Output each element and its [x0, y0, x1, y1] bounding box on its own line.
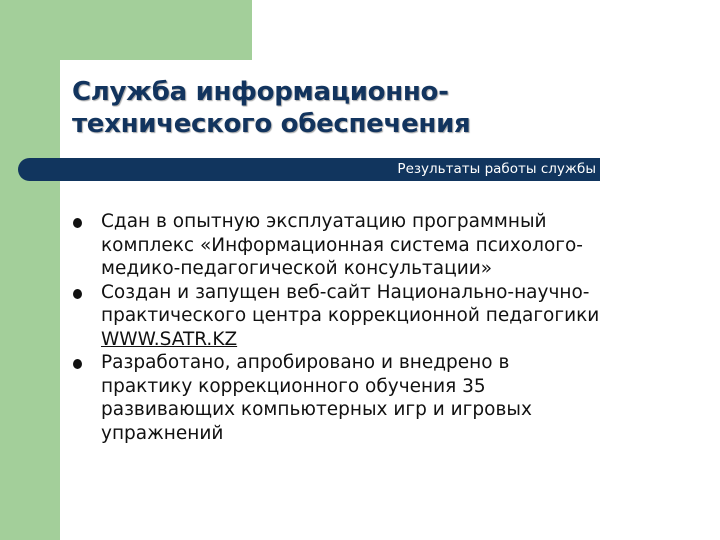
- bullet-text-line: медико-педагогической консультации»: [101, 258, 493, 279]
- slide-title: [72, 76, 672, 140]
- bullet-text-line: комплекс «Информационная система психолого-: [101, 234, 583, 256]
- bullet-text-line: развивающих компьютерных игр и игровых: [101, 399, 532, 420]
- bullet-item: [72, 210, 692, 281]
- bullet-item: [72, 351, 692, 445]
- bullet-dot-icon: [73, 218, 82, 228]
- accent-bar-left: [0, 0, 60, 540]
- slide-title-line: технического обеспечения: [72, 109, 471, 139]
- website-link[interactable]: WWW.SATR.KZ: [101, 328, 238, 350]
- section-banner: [18, 158, 600, 181]
- bullet-text-line: практического центра коррекционной педагогики: [101, 305, 600, 326]
- bullet-text-line: практику коррекционного обучения 35: [101, 375, 486, 397]
- bullet-dot-icon: [73, 289, 82, 299]
- bullet-dot-icon: [73, 359, 82, 369]
- section-banner-label: Результаты работы службы: [397, 161, 596, 177]
- bullet-text-line: Создан и запущен веб-сайт Национально-научно-: [101, 281, 590, 303]
- bullet-list: [72, 210, 692, 445]
- bullet-text-line: Сдан в опытную эксплуатацию программный: [101, 211, 547, 232]
- bullet-item: [72, 281, 692, 352]
- slide-title-line: Служба информационно-: [72, 77, 449, 107]
- bullet-text-line: Разработано, апробировано и внедрено в: [101, 352, 510, 373]
- bullet-text-line: упражнений: [101, 422, 224, 444]
